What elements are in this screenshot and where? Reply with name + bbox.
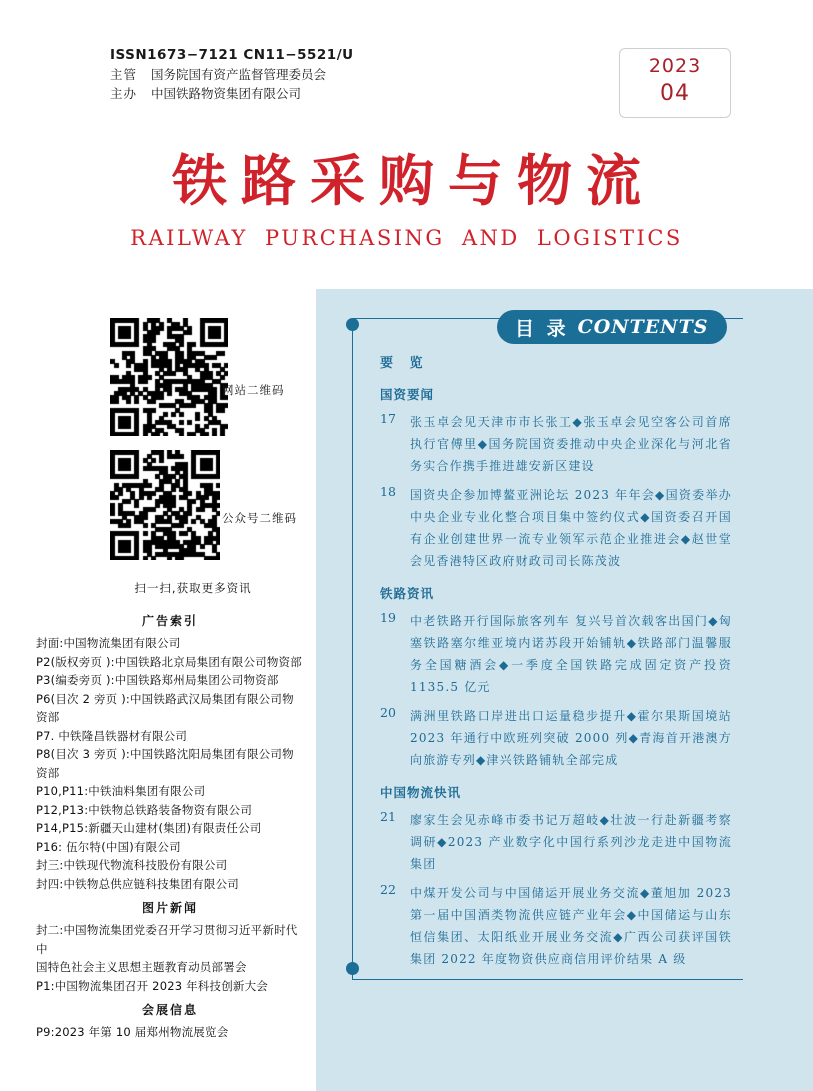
toc-entry-text: 中老铁路开行国际旅客列车 复兴号首次载客出国门◆匈塞铁路塞尔维亚境内诺苏段开始铺轨◆铁路部门温馨服务全国糖酒会◆一季度全国铁路完成固定资产投资 1135.5 亿元 [410, 614, 732, 694]
toc-entry-page: 21 [380, 809, 396, 824]
toc-badge [497, 310, 727, 344]
ads-list-item: 封三:中铁现代物流科技股份有限公司 [36, 858, 228, 872]
ads-list-item: P7. 中铁隆昌铁器材有限公司 [36, 728, 188, 743]
toc-entry[interactable] [380, 705, 732, 771]
title-word-4: LOGISTICS [536, 226, 683, 250]
toc-entry-text: 国资央企参加博鳌亚洲论坛 2023 年年会◆国资委举办中央企业专业化整合项目集中签约仪式◆国资委召开国有企业创建世界一流专业领军示范企业推进会◆赵世堂会见香港特区政府财政司司长陈茂波 [410, 488, 732, 568]
toc-entry[interactable] [380, 882, 732, 970]
toc-entry-text: 张玉卓会见天津市市长张工◆张玉卓会见空客公司首席执行官傅里◆国务院国资委推动中央企业深化与河北省务实合作携手推进雄安新区建设 [410, 415, 732, 473]
toc-entry-page: 22 [380, 882, 396, 897]
toc-entry-text: 廖家生会见赤峰市委书记万超岐◆壮波一行赴新疆考察调研◆2023 产业数字化中国行系列沙龙走进中国物流集团 [410, 813, 732, 871]
toc-entry[interactable] [380, 411, 732, 477]
supervisor-value: 国务院国有资产监督管理委员会 [151, 67, 327, 82]
ads-list-item: P2(版权旁页 ):中国铁路北京局集团有限公司物资部 [36, 654, 302, 669]
toc-entry-text: 中煤开发公司与中国储运开展业务交流◆董旭加 2023 第一届中国酒类物流供应链产业年会◆中国储运与山东恒信集团、太阳纸业开展业务交流◆广西公司获评国铁集团 2022 年度物资供应商信用评价结果 A 级 [410, 886, 732, 966]
scan-note: 扫一扫,获取更多资讯 [134, 581, 252, 595]
photo-news-item: 国特色社会主义思想主题教育动员部署会 [36, 960, 247, 974]
toc-entry-page: 18 [380, 484, 396, 499]
photo-news-item: P1:中国物流集团召开 2023 年科技创新大会 [36, 978, 269, 993]
exhibition-heading: 会展信息 [141, 1003, 198, 1017]
supervisor-line [110, 65, 530, 84]
toc-entry-text: 满洲里铁路口岸进出口运量稳步提升◆霍尔果斯国境站 2023 年通行中欧班列突破 2000 列◆青海首开港澳方向旅游专列◆津兴铁路铺轨全部完成 [410, 709, 732, 767]
exhibition-item: P9:2023 年第 10 届郑州物流展览会 [36, 1025, 229, 1039]
wechat-qr-code [110, 450, 220, 560]
ads-list-item: P3(编委旁页 ):中国铁路郑州局集团公司物资部 [36, 673, 279, 687]
ads-list-item: P6(目次 2 旁页 ):中国铁路武汉局集团有限公司物资部 [36, 691, 294, 724]
toc-content [380, 352, 732, 977]
title-word-3: AND [461, 226, 520, 250]
photo-news-item: 封二:中国物流集团党委召开学习贯彻习近平新时代中 [36, 923, 298, 956]
issue-year: 2023 [648, 55, 702, 77]
ads-list-item: 封面:中国物流集团有限公司 [36, 636, 181, 650]
wechat-qr-label: 公众号二维码 [222, 511, 297, 525]
ads-list-item: P10,P11:中铁油料集团有限公司 [36, 784, 206, 798]
title-word-1: RAILWAY [130, 226, 248, 250]
sponsor-label: 主办 [110, 86, 138, 101]
ads-list-item: P14,P15:新疆天山建材(集团)有限责任公司 [36, 821, 262, 835]
sponsor-value: 中国铁路物资集团有限公司 [151, 86, 302, 101]
toc-entry-page: 20 [380, 705, 396, 720]
toc-badge-en: CONTENTS [577, 316, 709, 338]
toc-section-title: 铁路资讯 [380, 586, 435, 601]
photo-news-heading: 图片新闻 [141, 901, 198, 915]
exhibition-list [36, 1023, 304, 1042]
toc-dot-top-icon [346, 318, 359, 331]
toc-section-title: 国资要闻 [380, 387, 435, 402]
masthead-imprint [110, 46, 530, 103]
ads-list-item: P8(目次 3 旁页 ):中国铁路沈阳局集团有限公司物资部 [36, 747, 294, 780]
ads-list-item: P16: 伍尔特(中国)有限公司 [36, 839, 181, 854]
toc-sections [380, 385, 732, 970]
supervisor-label: 主管 [110, 67, 138, 82]
ads-heading: 广告索引 [141, 614, 198, 628]
toc-entry[interactable] [380, 610, 732, 698]
ads-list [36, 634, 304, 893]
ads-list-item: 封四:中铁物总供应链科技集团有限公司 [36, 876, 239, 891]
website-qr-label: 网站二维码 [222, 383, 285, 397]
sponsor-line [110, 84, 530, 103]
photo-news-list [36, 921, 304, 995]
title-word-2: PURCHASING [265, 226, 445, 250]
issue-date-box [619, 48, 731, 118]
website-qr-code [110, 318, 228, 436]
toc-entry[interactable] [380, 484, 732, 572]
page-title: 铁路采购与物流 [171, 148, 655, 213]
page-title-english [0, 226, 813, 250]
toc-entry[interactable] [380, 809, 732, 875]
issue-number: 04 [660, 81, 690, 106]
toc-dot-bottom-icon [346, 962, 359, 975]
ads-list-item: P12,P13:中铁物总铁路装备物资有限公司 [36, 802, 253, 817]
issn-line: ISSN1673−7121 CN11−5521/U [110, 47, 354, 63]
toc-entry-page: 19 [380, 610, 396, 625]
toc-entry-page: 17 [380, 411, 396, 426]
toc-badge-cn: 目 录 [515, 317, 569, 340]
left-index-column [36, 606, 304, 1042]
toc-heading: 要 览 [380, 356, 429, 371]
toc-section-title: 中国物流快讯 [380, 785, 462, 800]
